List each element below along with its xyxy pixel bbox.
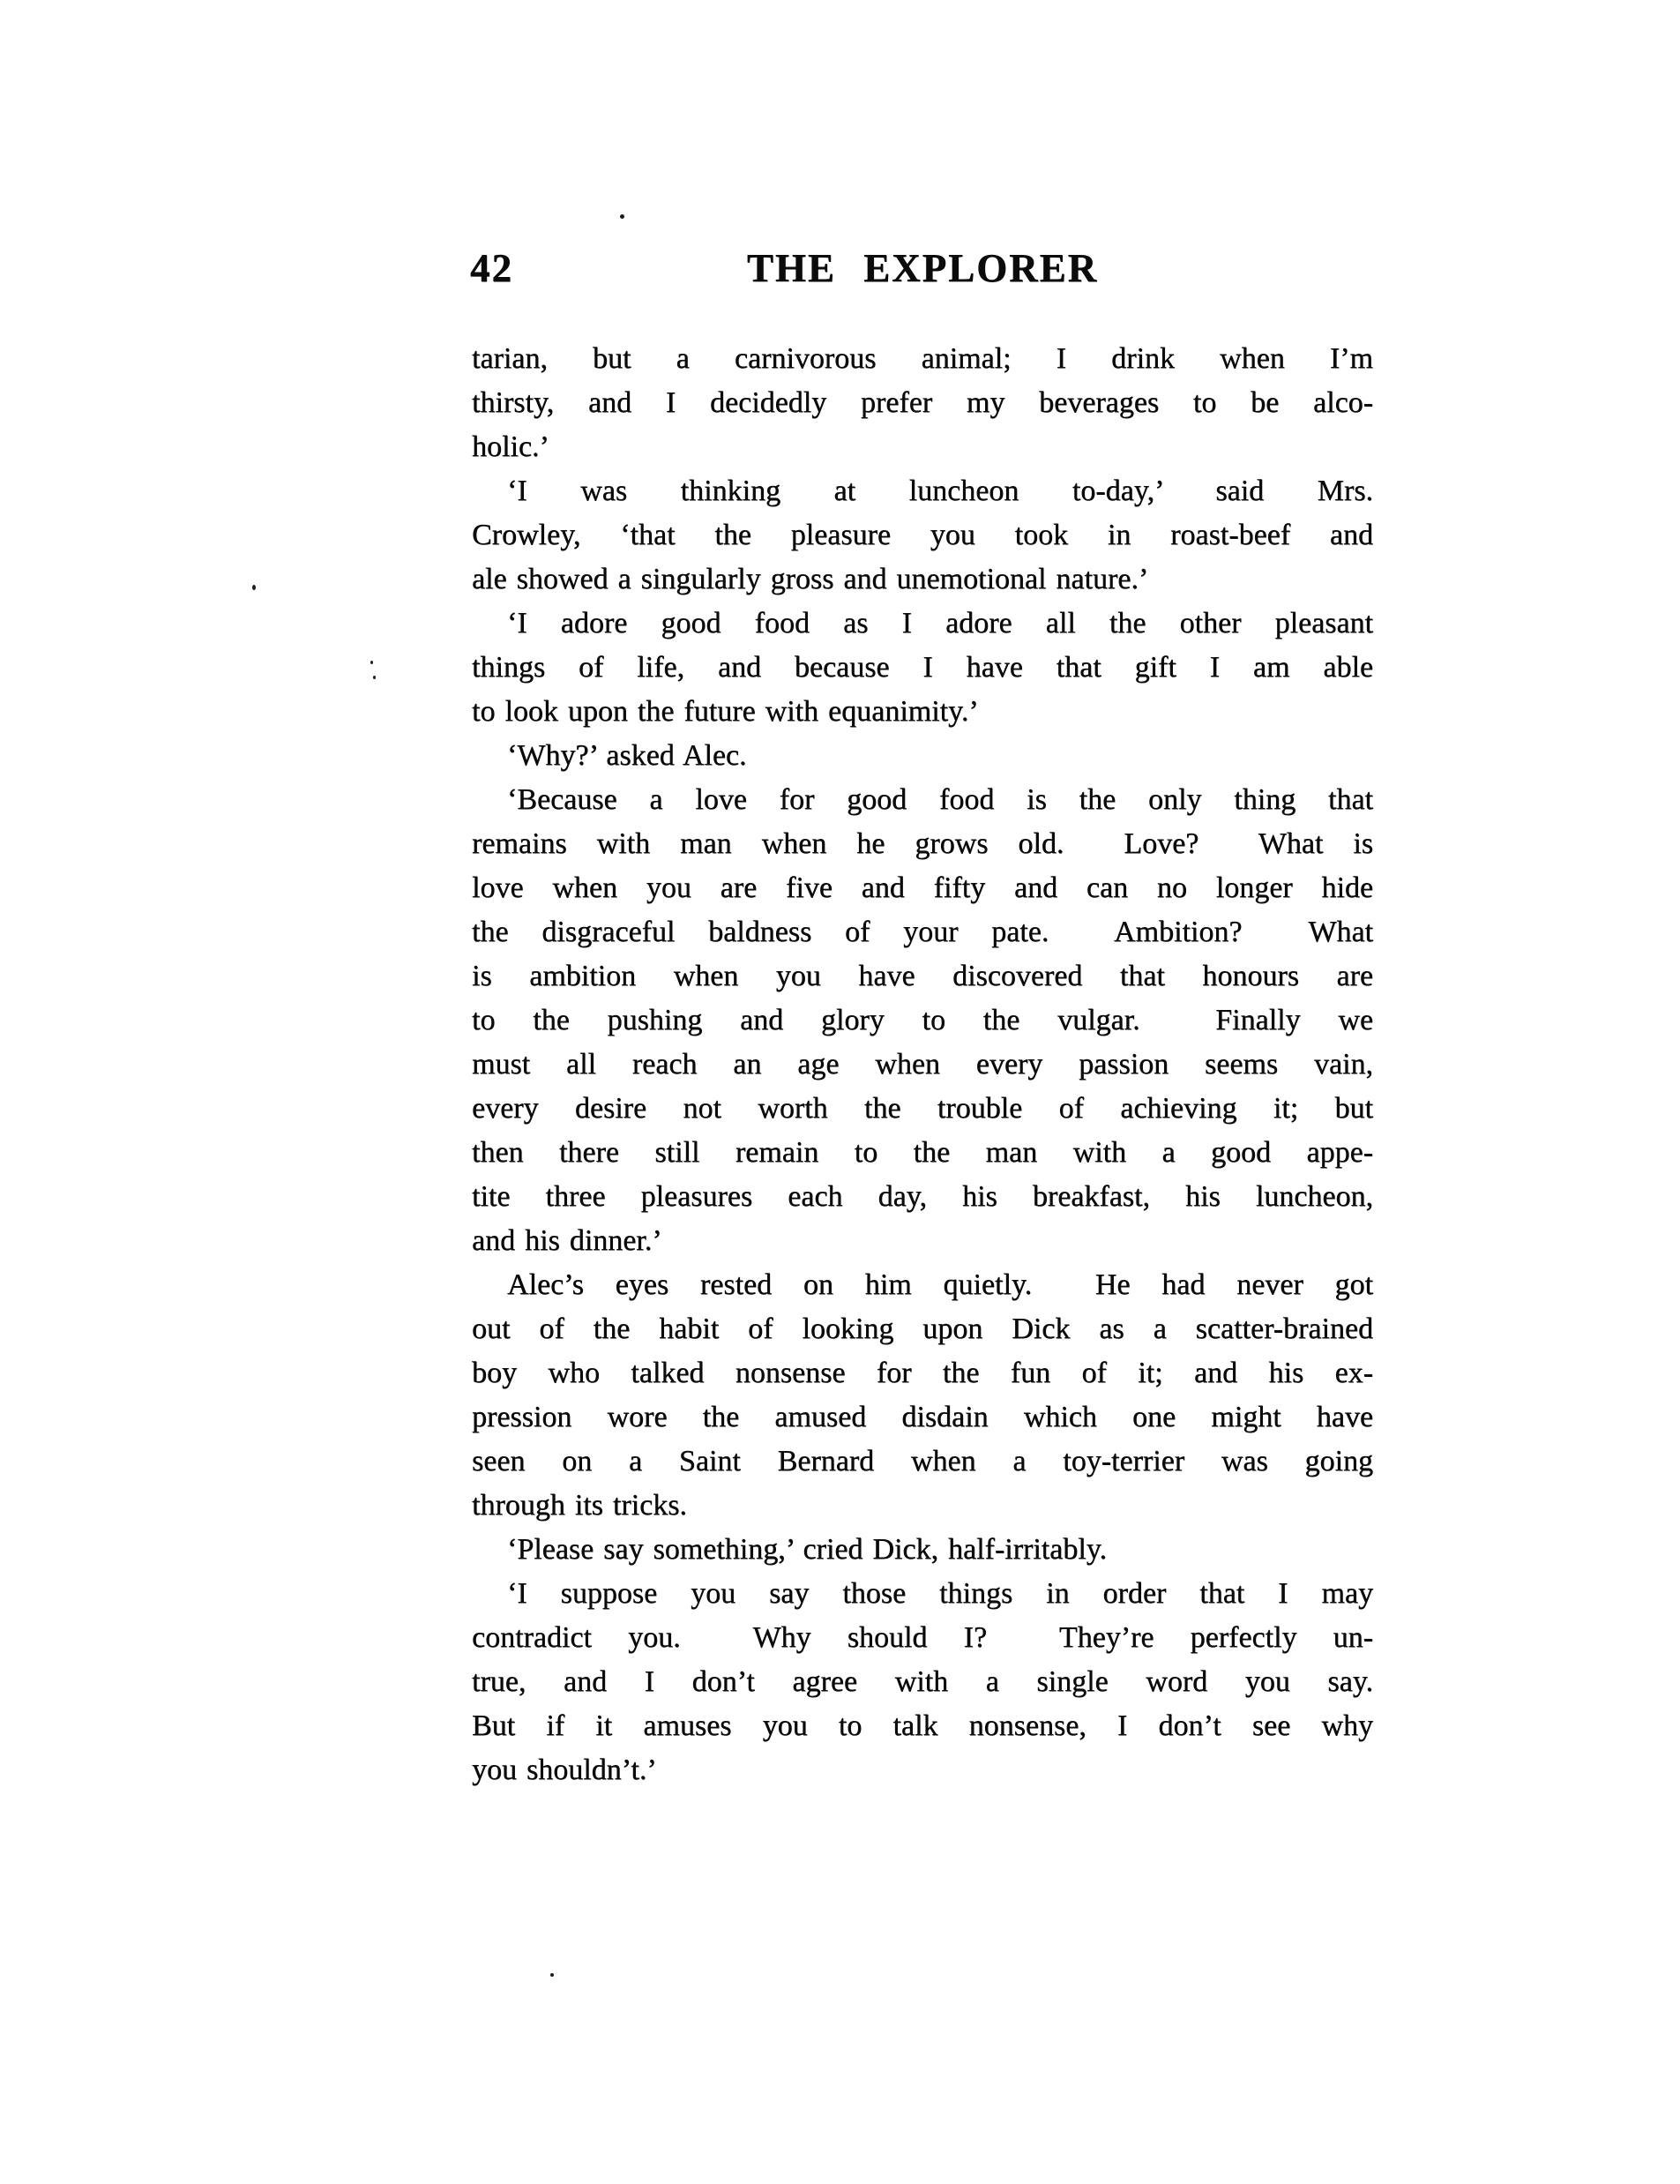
text-line: ‘I was thinking at luncheon to-day,’ said Mrs. xyxy=(507,475,1373,507)
text-line: must all reach an age when every passion seems vain, xyxy=(472,1048,1373,1081)
text-line: love when you are five and fifty and can no longer hide xyxy=(472,871,1373,904)
text-line: ‘Why?’ asked Alec. xyxy=(507,739,747,772)
ink-speck xyxy=(550,1973,554,1977)
text-line: boy who talked nonsense for the fun of it; and his ex- xyxy=(472,1357,1373,1389)
text-line: to the pushing and glory to the vulgar. Finally we xyxy=(472,1004,1373,1036)
paragraph xyxy=(472,734,1373,778)
text-line: pression wore the amused disdain which one might have xyxy=(472,1401,1373,1433)
paragraph xyxy=(472,469,1373,602)
text-line: to look upon the future with equanimity.’ xyxy=(472,695,979,728)
text-line: you shouldn’t.’ xyxy=(472,1754,657,1786)
text-line: Crowley, ‘that the pleasure you took in roast-beef and xyxy=(472,519,1373,551)
text-line: ‘Please say something,’ cried Dick, half-irritably. xyxy=(507,1533,1107,1566)
ink-speck xyxy=(370,661,373,664)
text-line: holic.’ xyxy=(472,430,549,463)
text-line: seen on a Saint Bernard when a toy-terrier was going xyxy=(472,1445,1373,1477)
text-block xyxy=(470,245,1373,1786)
paragraph xyxy=(472,778,1373,1263)
text-line: Alec’s eyes rested on him quietly. He had never got xyxy=(507,1268,1373,1301)
ink-speck xyxy=(252,585,256,590)
text-line: thirsty, and I decidedly prefer my beverages to be alco- xyxy=(472,386,1373,419)
text-line: is ambition when you have discovered that honours are xyxy=(472,960,1373,992)
text-line: contradict you. Why should I? They’re perfectly un- xyxy=(472,1621,1373,1654)
page-number: 42 xyxy=(470,246,513,290)
text-line: tite three pleasures each day, his breakfast, his luncheon, xyxy=(472,1180,1373,1213)
text-line: tarian, but a carnivorous animal; I drink when I’m xyxy=(472,342,1373,375)
text-line: ‘I adore good food as I adore all the other pleasant xyxy=(507,607,1373,639)
text-line: ‘Because a love for good food is the only thing that xyxy=(507,783,1373,816)
text-line: But if it amuses you to talk nonsense, I don’t see why xyxy=(472,1709,1373,1742)
text-line: out of the habit of looking upon Dick as a scatter-brained xyxy=(472,1313,1373,1345)
page-body xyxy=(472,337,1373,1792)
text-line: ale showed a singularly gross and unemotional nature.’ xyxy=(472,563,1149,595)
ink-speck xyxy=(373,676,376,679)
text-line: and his dinner.’ xyxy=(472,1224,662,1257)
text-line: the disgraceful baldness of your pate. Ambition? What xyxy=(472,916,1373,948)
paragraph xyxy=(472,602,1373,734)
text-line: remains with man when he grows old. Love? What is xyxy=(472,827,1373,860)
text-line: then there still remain to the man with a good appe- xyxy=(472,1136,1373,1169)
paragraph xyxy=(472,1263,1373,1528)
text-line: ‘I suppose you say those things in order that I may xyxy=(507,1577,1373,1610)
ink-speck xyxy=(620,214,624,219)
page-header xyxy=(472,245,1373,293)
paragraph xyxy=(472,1528,1373,1572)
paragraph xyxy=(472,337,1373,469)
text-line: every desire not worth the trouble of achieving it; but xyxy=(472,1092,1373,1125)
text-line: things of life, and because I have that gift I am able xyxy=(472,651,1373,684)
paragraph xyxy=(472,1572,1373,1792)
text-line: true, and I don’t agree with a single word you say. xyxy=(472,1665,1373,1698)
text-line: through its tricks. xyxy=(472,1489,687,1522)
running-title: THE EXPLORER xyxy=(746,246,1099,290)
